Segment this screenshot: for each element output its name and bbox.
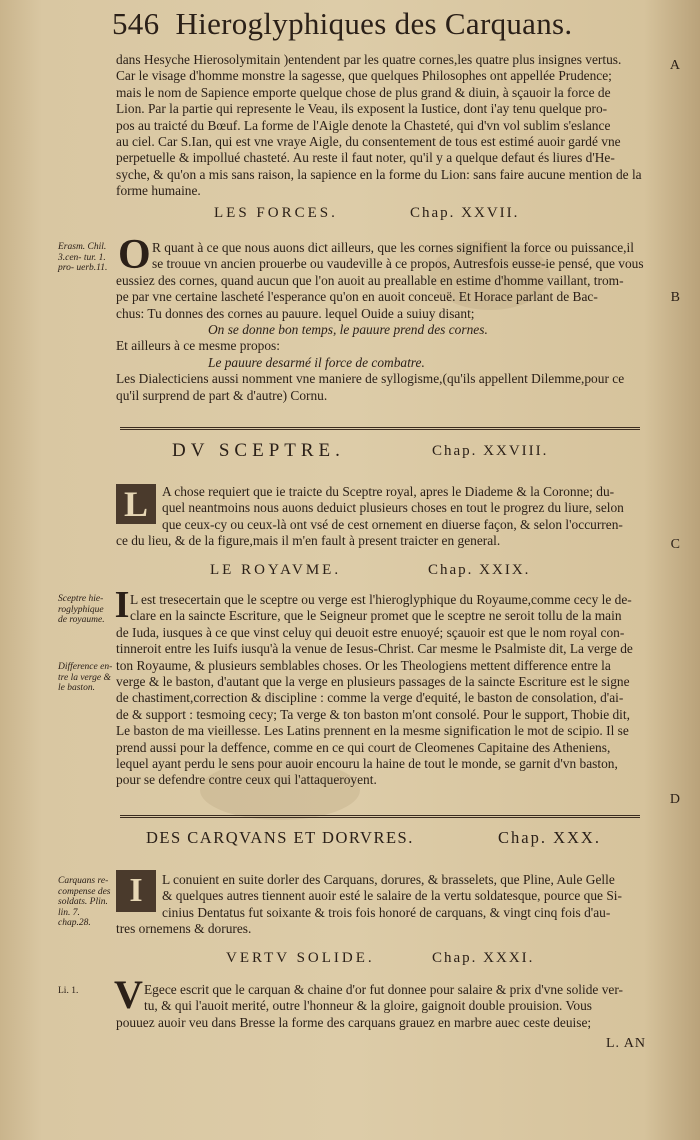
chapter-27-title: LES FORCES. xyxy=(214,205,338,221)
text-line: Lion. Par la partie qui represente le Veau, ils exposent la Iustice, dont i'ay tenu quelque pro- xyxy=(116,101,608,117)
text-line: R quant à ce que nous auons dict ailleurs, que les cornes signifient la force ou puissance,il xyxy=(152,240,634,255)
chapter-28-heading xyxy=(172,440,549,462)
verse-line: On se donne bon temps, le pauure prend des cornes. xyxy=(208,322,488,338)
text-line: & quelques autres tiennent auoir esté le salaire de la vertu soldatesque, pource que Si- xyxy=(162,888,622,904)
text-line: Egece escrit que le carquan & chaine d'or fut donnee pour salaire & prix d'vne solide ver- xyxy=(144,982,623,997)
margin-note-ch30: Carquans re- compense des soldats. Plin. lin. 7. chap.28. xyxy=(58,876,111,928)
text-line: pouuez auoir veu dans Bresse la forme des carquans grauez en marbre auec ceste deuise; xyxy=(116,1014,592,1030)
ch28-text-block-a xyxy=(162,484,662,533)
text-line: Et ailleurs à ce mesme propos: xyxy=(116,338,280,354)
text-line: A chose requiert que ie traicte du Sceptre royal, apres le Diademe & la Coronne; du- xyxy=(162,484,615,499)
text-line: que ceux-cy ou ceux-là ont vsé de cest ornement en diuerse façon, & selon l'occurren- xyxy=(162,516,623,532)
text-line: quel neantmoins nous auons deduict plusieurs choses en tout le progrez du liure, selon xyxy=(162,500,624,516)
text-line: de chastiment,correction & discipline : comme la verge d'equité, le baston de consolation, d'ai- xyxy=(116,690,624,706)
text-line: tres ornemens & dorures. xyxy=(116,921,252,937)
text-line: de Iuda, iusques à ce que vinst celuy qui deuoit estre enuoyé; sçauoir est que le nom royal con- xyxy=(116,624,625,640)
text-line: pos au traicté du Bœuf. La forme de l'Aigle denote la Chasteté, qui d'vn vol sublim s'eslance xyxy=(116,117,611,133)
text-line: au ciel. Car S.Ian, qui est vne vraye Aigle, du consentement de tous est estimé auoir gardé vne xyxy=(116,134,621,150)
text-line: ton Royaume, & plusieurs semblables choses. Or les Theologiens mettent difference entre la xyxy=(116,657,611,673)
section-rule xyxy=(120,815,640,818)
text-line: pe par vne certaine lascheté l'esperance qu'on en auoit conceuë. Et Horace parlant de Bac- xyxy=(116,289,598,305)
page-number: 546 xyxy=(112,6,160,41)
dropcap-ch27: O xyxy=(118,232,151,278)
margin-note-ch31: Li. 1. xyxy=(58,986,79,996)
side-letter-a: A xyxy=(669,58,680,73)
text-line: de & support : tesmoing cecy; Ta verge & ton baston m'ont consolé. Pour le support, Thobie dit, xyxy=(116,706,630,722)
text-line: se trouue vn ancien prouerbe ou vaudeville à ce propos, Autresfois eusse-ie pensé, que vous xyxy=(152,256,644,272)
text-line: prend aussi pour la deffence, comme en ce qui court de Cleomenes Capitaine des Atheniens, xyxy=(116,739,611,755)
side-letter-b: B xyxy=(670,290,680,305)
text-line: cinius Dentatus fut soixante & trois fois honoré de carquans, & vingt cinq fois d'au- xyxy=(162,904,611,920)
dropcap-ch30: I xyxy=(116,870,156,912)
text-line: lequel ayant perdu le sens pour auoir encouru la haine de tout le monde, se garnit d'vn baston, xyxy=(116,756,618,772)
chapter-30-number: Chap. XXX. xyxy=(498,828,601,847)
text-line: perpetuelle & impollué chasteté. Au reste il faut noter, qu'il y a quelque defaut és liures d'He- xyxy=(116,150,615,166)
chapter-29-heading xyxy=(210,562,531,579)
text-line: clare en la saincte Escriture, que le Seigneur promet que le sceptre ne seroit tollu de la main xyxy=(130,608,622,624)
text-line: Le baston de ma vieillesse. Les Latins prennent en la mesme signification le mot de scipio. Il se xyxy=(116,723,629,739)
text-line: Car le visage d'homme monstre la sagesse, que quelques Philosophes ont appellée Prudence; xyxy=(116,68,612,84)
text-line: chus: Tu donnes des cornes au pauure. lequel Ouide a suiuy disant; xyxy=(116,305,475,321)
chapter-28-number: Chap. XXVIII. xyxy=(432,443,549,459)
ch31-text-block-b xyxy=(116,1015,661,1031)
chapter-27-heading xyxy=(214,205,520,222)
margin-note-ch29-b: Difference en- tre la verge & le baston. xyxy=(58,662,113,693)
ch31-text-block-a xyxy=(144,982,662,1015)
text-line: dans Hesyche Hierosolymitain )entendent par les quatre cornes,les quatre plus insignes vertus. xyxy=(116,52,622,67)
text-line: syche, & qu'on a mis sans raison, la sapience en la forme du Lion: sans faire aucune mention de la xyxy=(116,166,642,182)
dropcap-ch31: V xyxy=(114,972,143,1017)
ch27-text-block-a xyxy=(152,240,662,273)
chapter-30-heading xyxy=(146,828,601,848)
ch30-text-block-b xyxy=(116,921,661,937)
text-line: qu'il surprend de part & d'autre) Cornu. xyxy=(116,387,328,403)
chapter-31-title: VERTV SOLIDE. xyxy=(226,950,375,966)
chapter-31-number: Chap. XXXI. xyxy=(432,950,535,966)
ch29-text-block-b xyxy=(116,625,661,789)
ch30-text-block-a xyxy=(162,872,662,921)
chapter-28-title: DV SCEPTRE. xyxy=(172,440,345,461)
text-line: forme humaine. xyxy=(116,183,201,199)
top-text-block xyxy=(116,52,661,200)
text-line: L conuient en suite dorler des Carquans, dorures, & brasselets, que Pline, Aule Gelle xyxy=(162,872,615,887)
text-line: tu, & qui l'auoit merité, outre l'honneur & la gloire, gaignoit double prouision. Vous xyxy=(144,998,593,1014)
running-title: Hieroglyphiques des Carquans. xyxy=(175,6,573,41)
margin-note-ch27: Erasm. Chil. 3.cen- tur. 1. pro- uerb.11. xyxy=(58,242,108,273)
text-line: Les Dialecticiens aussi nomment vne maniere de syllogisme,(qu'ils appellent Dilemme,pour ce xyxy=(116,371,625,387)
ch29-text-block-a xyxy=(130,592,662,625)
dropcap-ch28: L xyxy=(116,484,156,524)
chapter-29-number: Chap. XXIX. xyxy=(428,562,531,578)
margin-note-ch29-a: Sceptre hie- roglyphique de royaume. xyxy=(58,594,105,625)
chapter-31-heading xyxy=(226,950,535,967)
chapter-29-title: LE ROYAVME. xyxy=(210,562,342,578)
text-line: tinneroit entre les Iuifs iusqu'à la venue de Iesus-Christ. Car mesme le Psalmiste dit, La verge de xyxy=(116,641,633,657)
text-line: eussiez des cornes, quand aucun que l'on auoit au preallable en estime d'homme vaillant, trom- xyxy=(116,272,624,288)
text-line: mais le nom de Sapience emporte quelque chose de plus grand & diuin, à sçauoir la force de xyxy=(116,84,611,100)
text-line: pour se defendre contre ceux qui l'attaqueroyent. xyxy=(116,772,377,788)
chapter-30-title: DES CARQVANS ET DORVRES. xyxy=(146,828,414,847)
chapter-27-number: Chap. XXVII. xyxy=(410,205,520,221)
text-line: verge & le baston, d'autant que la verge en plusieurs passages de la saincte Escriture est le signe xyxy=(116,674,630,690)
side-letter-d: D xyxy=(669,792,680,807)
text-line: ce du lieu, & de la figure,mais il m'en fault à present traicter en general. xyxy=(116,533,501,549)
text-line: L est tresecertain que le sceptre ou verge est l'hieroglyphique du Royaume,comme cecy le de- xyxy=(130,592,632,607)
side-letter-c: C xyxy=(670,537,680,552)
dropcap-ch29: I xyxy=(114,584,130,626)
verse-line: Le pauure desarmé il force de combatre. xyxy=(208,354,425,370)
ch27-text-block-b xyxy=(116,273,661,404)
section-rule xyxy=(120,427,640,430)
running-head xyxy=(112,6,672,50)
ch28-text-block-b xyxy=(116,533,661,549)
catchword: L. AN xyxy=(606,1036,646,1051)
